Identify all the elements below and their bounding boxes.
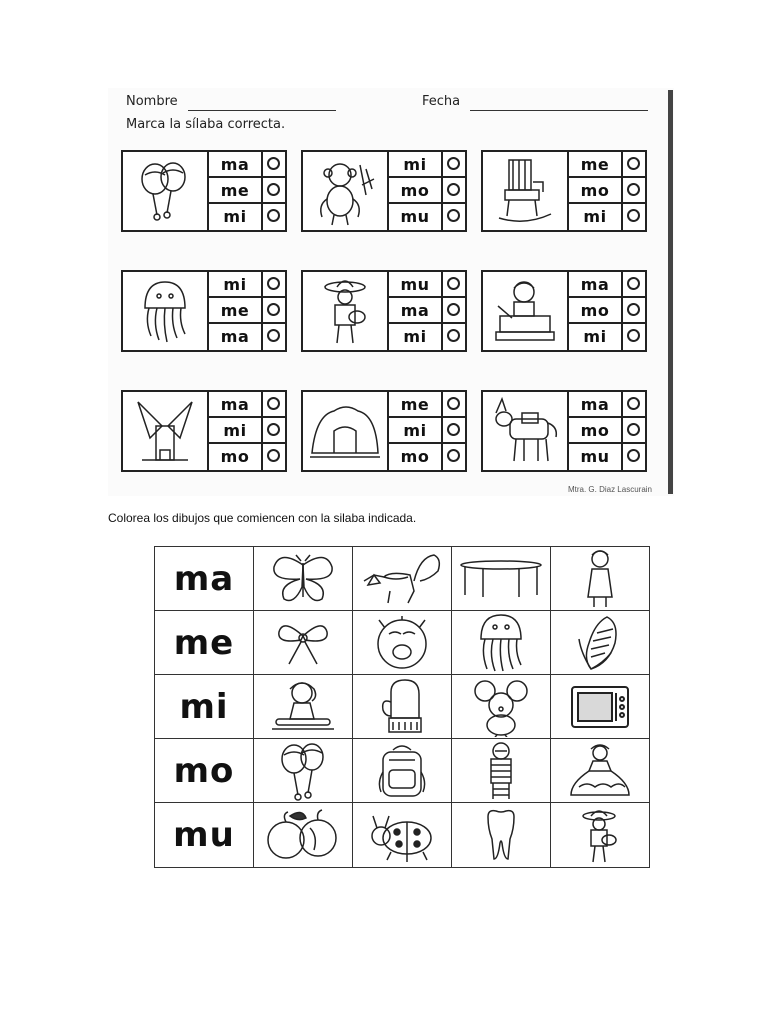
syllable-option: mi	[389, 152, 443, 178]
mummy-icon[interactable]	[483, 741, 519, 801]
syllable-option: mu	[569, 444, 623, 470]
syllable-card	[121, 390, 287, 472]
answer-circle[interactable]	[627, 397, 640, 410]
syllable-option: ma	[389, 298, 443, 324]
skunk-icon[interactable]	[360, 551, 444, 607]
answer-circle[interactable]	[627, 303, 640, 316]
syllable-card	[301, 270, 467, 352]
syllable-option: mi	[389, 418, 443, 444]
picture-cell[interactable]	[353, 803, 452, 867]
syllable-card	[481, 150, 647, 232]
backpack-icon[interactable]	[375, 742, 429, 800]
fecha-label: Fecha	[422, 94, 461, 109]
answer-circle[interactable]	[267, 277, 280, 290]
syllable-label: ma	[173, 558, 235, 599]
answer-circle[interactable]	[627, 449, 640, 462]
mitten-icon[interactable]	[377, 678, 427, 736]
picture-cell[interactable]	[551, 803, 649, 867]
nombre-label: Nombre	[126, 94, 178, 109]
balloon-face-icon[interactable]	[367, 614, 437, 672]
syllable-label: mo	[173, 750, 235, 791]
answer-circle[interactable]	[447, 277, 460, 290]
syllable-cell	[155, 675, 254, 739]
syllable-option: me	[389, 392, 443, 418]
syllable-option: mi	[569, 204, 623, 230]
syllable-option: mo	[569, 298, 623, 324]
answer-circle[interactable]	[627, 209, 640, 222]
picture-cell[interactable]	[254, 803, 353, 867]
syllable-option: ma	[569, 272, 623, 298]
answer-circle[interactable]	[267, 157, 280, 170]
corn-icon[interactable]	[577, 613, 623, 673]
table-icon[interactable]	[459, 559, 543, 599]
scanned-worksheet	[108, 88, 674, 496]
answer-circle[interactable]	[447, 449, 460, 462]
picture-cell[interactable]	[551, 739, 649, 803]
picture-cell[interactable]	[452, 611, 551, 675]
syllable-card	[121, 270, 287, 352]
picture-cell[interactable]	[452, 547, 551, 611]
syllable-option: mi	[569, 324, 623, 350]
syllable-option: mi	[209, 272, 263, 298]
answer-circle[interactable]	[447, 423, 460, 436]
syllable-option: me	[209, 178, 263, 204]
colouring-instruction: Colorea los dibujos que comiencen con la silaba indicada.	[108, 511, 417, 525]
picture-cell[interactable]	[254, 547, 353, 611]
scan-edge	[668, 90, 673, 494]
syllable-option: mo	[389, 178, 443, 204]
butterfly-icon[interactable]	[270, 551, 336, 607]
picture-cell[interactable]	[353, 611, 452, 675]
syllable-card	[301, 390, 467, 472]
donkey-icon	[483, 392, 569, 470]
maracas-icon	[123, 152, 209, 230]
cave-icon	[303, 392, 389, 470]
answer-circle[interactable]	[267, 209, 280, 222]
syllable-cell	[155, 547, 254, 611]
answer-circle[interactable]	[267, 303, 280, 316]
boy-at-table-icon	[483, 272, 569, 350]
answer-circle[interactable]	[447, 329, 460, 342]
syllable-option: me	[569, 152, 623, 178]
syllable-option: ma	[209, 324, 263, 350]
syllable-label: me	[173, 622, 235, 663]
syllable-card	[481, 390, 647, 472]
picture-cell[interactable]	[551, 611, 649, 675]
answer-circle[interactable]	[627, 157, 640, 170]
syllable-option: mi	[209, 204, 263, 230]
colouring-grid	[154, 546, 650, 868]
maracas-icon[interactable]	[278, 741, 328, 801]
syllable-option: mi	[209, 418, 263, 444]
picture-cell[interactable]	[353, 675, 452, 739]
picture-cell[interactable]	[254, 675, 353, 739]
peaches-icon[interactable]	[262, 808, 344, 862]
answer-circle[interactable]	[267, 449, 280, 462]
syllable-cell	[155, 611, 254, 675]
cowboy-icon[interactable]	[577, 806, 623, 864]
syllable-option: mu	[389, 272, 443, 298]
syllable-option: mi	[389, 324, 443, 350]
answer-circle[interactable]	[447, 157, 460, 170]
answer-circle[interactable]	[267, 329, 280, 342]
answer-circle[interactable]	[267, 423, 280, 436]
syllable-option: me	[209, 298, 263, 324]
picture-cell[interactable]	[551, 675, 649, 739]
answer-circle[interactable]	[447, 183, 460, 196]
answer-circle[interactable]	[627, 277, 640, 290]
microwave-icon[interactable]	[570, 685, 630, 729]
syllable-option: ma	[209, 392, 263, 418]
girl-baking-icon[interactable]	[268, 679, 338, 735]
rocking-chair-icon	[483, 152, 569, 230]
picture-cell[interactable]	[353, 739, 452, 803]
doll-icon[interactable]	[582, 549, 618, 609]
syllable-option: mu	[389, 204, 443, 230]
worksheet-instruction: Marca la sílaba correcta.	[126, 117, 286, 132]
answer-circle[interactable]	[447, 209, 460, 222]
picture-cell[interactable]	[353, 547, 452, 611]
answer-circle[interactable]	[627, 329, 640, 342]
jellyfish-icon[interactable]	[473, 613, 529, 673]
syllable-cell	[155, 739, 254, 803]
picture-cell[interactable]	[452, 675, 551, 739]
syllable-card	[121, 150, 287, 232]
windmill-icon	[123, 392, 209, 470]
picture-cell[interactable]	[551, 547, 649, 611]
mouse-icon[interactable]	[471, 677, 531, 737]
answer-circle[interactable]	[267, 397, 280, 410]
answer-circle[interactable]	[627, 183, 640, 196]
syllable-option: ma	[209, 152, 263, 178]
jellyfish-icon	[123, 272, 209, 350]
syllable-option: mo	[209, 444, 263, 470]
nombre-line	[188, 110, 336, 111]
picture-cell[interactable]	[452, 803, 551, 867]
author-credit: Mtra. G. Diaz Lascurain	[567, 485, 652, 494]
tooth-icon[interactable]	[484, 809, 518, 861]
syllable-card	[301, 150, 467, 232]
answer-circle[interactable]	[627, 423, 640, 436]
syllable-label: mi	[179, 686, 229, 727]
mariachi-icon	[303, 272, 389, 350]
picture-cell[interactable]	[452, 739, 551, 803]
answer-circle[interactable]	[447, 303, 460, 316]
lady-dress-icon[interactable]	[567, 743, 633, 799]
syllable-cell	[155, 803, 254, 867]
ladybug-icon[interactable]	[367, 808, 437, 862]
syllable-card	[481, 270, 647, 352]
syllable-option: ma	[569, 392, 623, 418]
answer-circle[interactable]	[447, 397, 460, 410]
syllable-option: mo	[569, 178, 623, 204]
answer-circle[interactable]	[267, 183, 280, 196]
picture-cell[interactable]	[254, 611, 353, 675]
fecha-line	[470, 110, 648, 111]
syllable-option: mo	[389, 444, 443, 470]
syllable-label: mu	[173, 815, 235, 855]
syllable-option: mo	[569, 418, 623, 444]
monkey-icon	[303, 152, 389, 230]
picture-cell[interactable]	[254, 739, 353, 803]
bow-icon[interactable]	[275, 618, 331, 668]
